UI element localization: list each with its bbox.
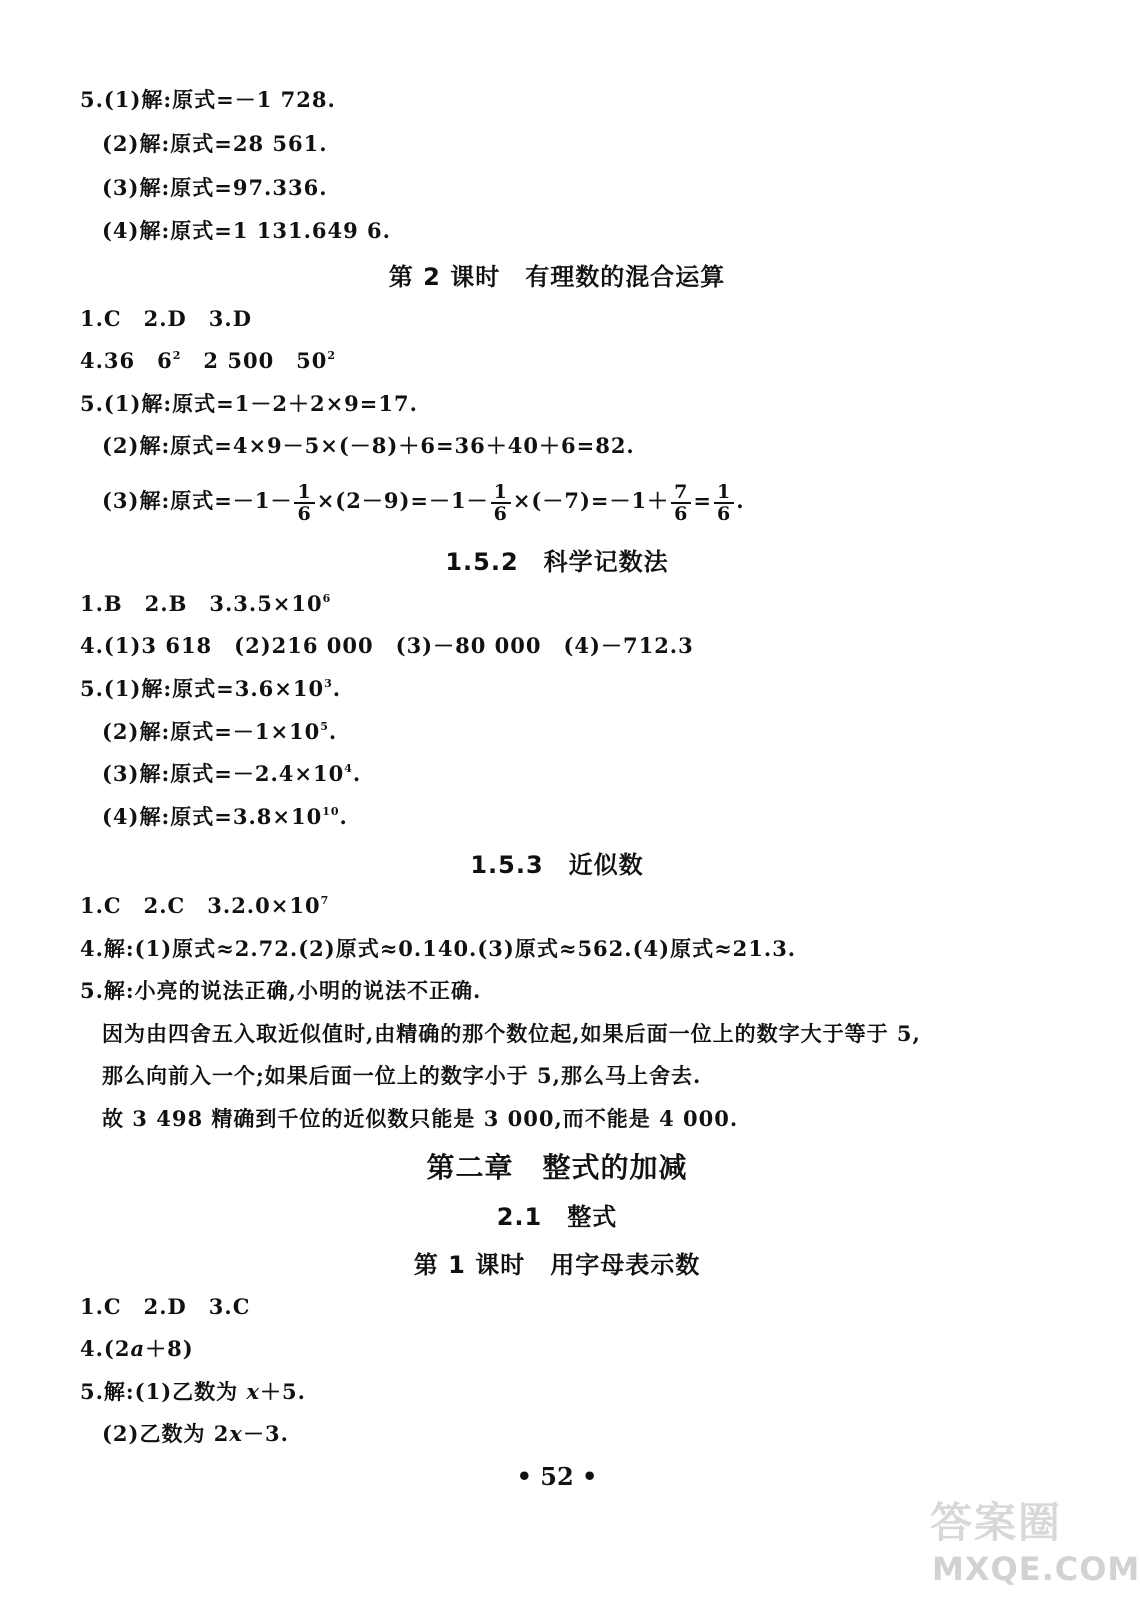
answer-5: 5.解:小亮的说法正确,小明的说法不正确. <box>80 978 482 1003</box>
fraction: $\frac{1}{6}$ <box>491 482 511 524</box>
answer-5-1: 5.(1)解:原式=－1 728. <box>80 87 336 112</box>
fraction: $\frac{1}{6}$ <box>714 482 734 524</box>
answer-5-explanation-3: 故 3 498 精确到千位的近似数只能是 3 000,而不能是 4 000. <box>102 1106 739 1131</box>
answer-5-1: 5.(1)解:原式$=3.6\times 10^3$. <box>80 676 342 701</box>
answer-1-3: 1.C 2.D 3.D <box>80 306 252 331</box>
answer-1-3: 1.B 2.B $3.3.5\times 10^6$ <box>80 591 332 616</box>
answer-5-3: (3)解:原式=97.336. <box>102 175 328 200</box>
answer-5-4: (4)解:原式=1 131.649 6. <box>102 218 391 243</box>
answer-5-explanation-2: 那么向前入一个;如果后面一位上的数字小于 5,那么马上舍去. <box>102 1063 702 1088</box>
watermark-url: MXQE.COM <box>932 1550 1140 1588</box>
answer-5-explanation-1: 因为由四舍五入取近似值时,由精确的那个数位起,如果后面一位上的数字大于等于 5, <box>102 1021 921 1046</box>
answer-5-3: (3)解:原式$=-2.4\times 10^4$. <box>102 761 362 786</box>
answer-1-3: 1.C 2.C $3.2.0\times 10^7$ <box>80 893 330 918</box>
answer-5-4: (4)解:原式$=3.8\times 10^{10}$. <box>102 804 348 829</box>
chapter-title: 第二章 整式的加减 <box>426 1151 688 1184</box>
section-heading-integral-expressions: 2.1 整式 <box>496 1203 618 1231</box>
answer-5-3: (3)解:原式=－1－ $\frac{1}{6}$ ×(2－9)=－1－ $\frac{1}{6}$ ×(－7)=－1＋ $\frac{7}{6}$ = $\frac{1}{6}$ . <box>102 480 745 525</box>
answer-4: 4.(2a＋8) <box>80 1336 194 1361</box>
section-heading-scientific-notation: 1.5.2 科学记数法 <box>445 548 669 576</box>
watermark-logo <box>930 1490 1140 1600</box>
answer-4: 4.36 $6^2$ 2 500 $50^2$ <box>80 348 337 373</box>
answer-5-1: 5.(1)解:原式=1－2＋2×9=17. <box>80 391 418 416</box>
answer-1-3: 1.C 2.D 3.C <box>80 1294 251 1319</box>
answer-5-2: (2)解:原式=28 561. <box>102 131 328 156</box>
answer-5-2: (2)解:原式=4×9－5×(－8)＋6=36＋40＋6=82. <box>102 433 635 458</box>
fraction: $\frac{1}{6}$ <box>294 482 314 524</box>
answer-5-1: 5.解:(1)乙数为 x＋5. <box>80 1379 306 1404</box>
answer-4: 4.解:(1)原式≈2.72.(2)原式≈0.140.(3)原式≈562.(4)原式≈21.3. <box>80 936 797 961</box>
section-heading-approximate-numbers: 1.5.3 近似数 <box>470 851 644 879</box>
answer-4: 4.(1)3 618 (2)216 000 (3)－80 000 (4)－712.3 <box>80 633 694 658</box>
lesson-heading-mixed-operations: 第 2 课时 有理数的混合运算 <box>388 263 726 291</box>
watermark-text: 答案圈 <box>930 1498 1063 1547</box>
fraction: $\frac{7}{6}$ <box>671 482 691 524</box>
page-number: • 52 • <box>516 1462 598 1491</box>
answer-5-2: (2)解:原式$=-1\times 10^5$. <box>102 719 338 744</box>
answer-5-2: (2)乙数为 2x－3. <box>102 1421 289 1446</box>
lesson-heading-letters-for-numbers: 第 1 课时 用字母表示数 <box>413 1251 701 1279</box>
